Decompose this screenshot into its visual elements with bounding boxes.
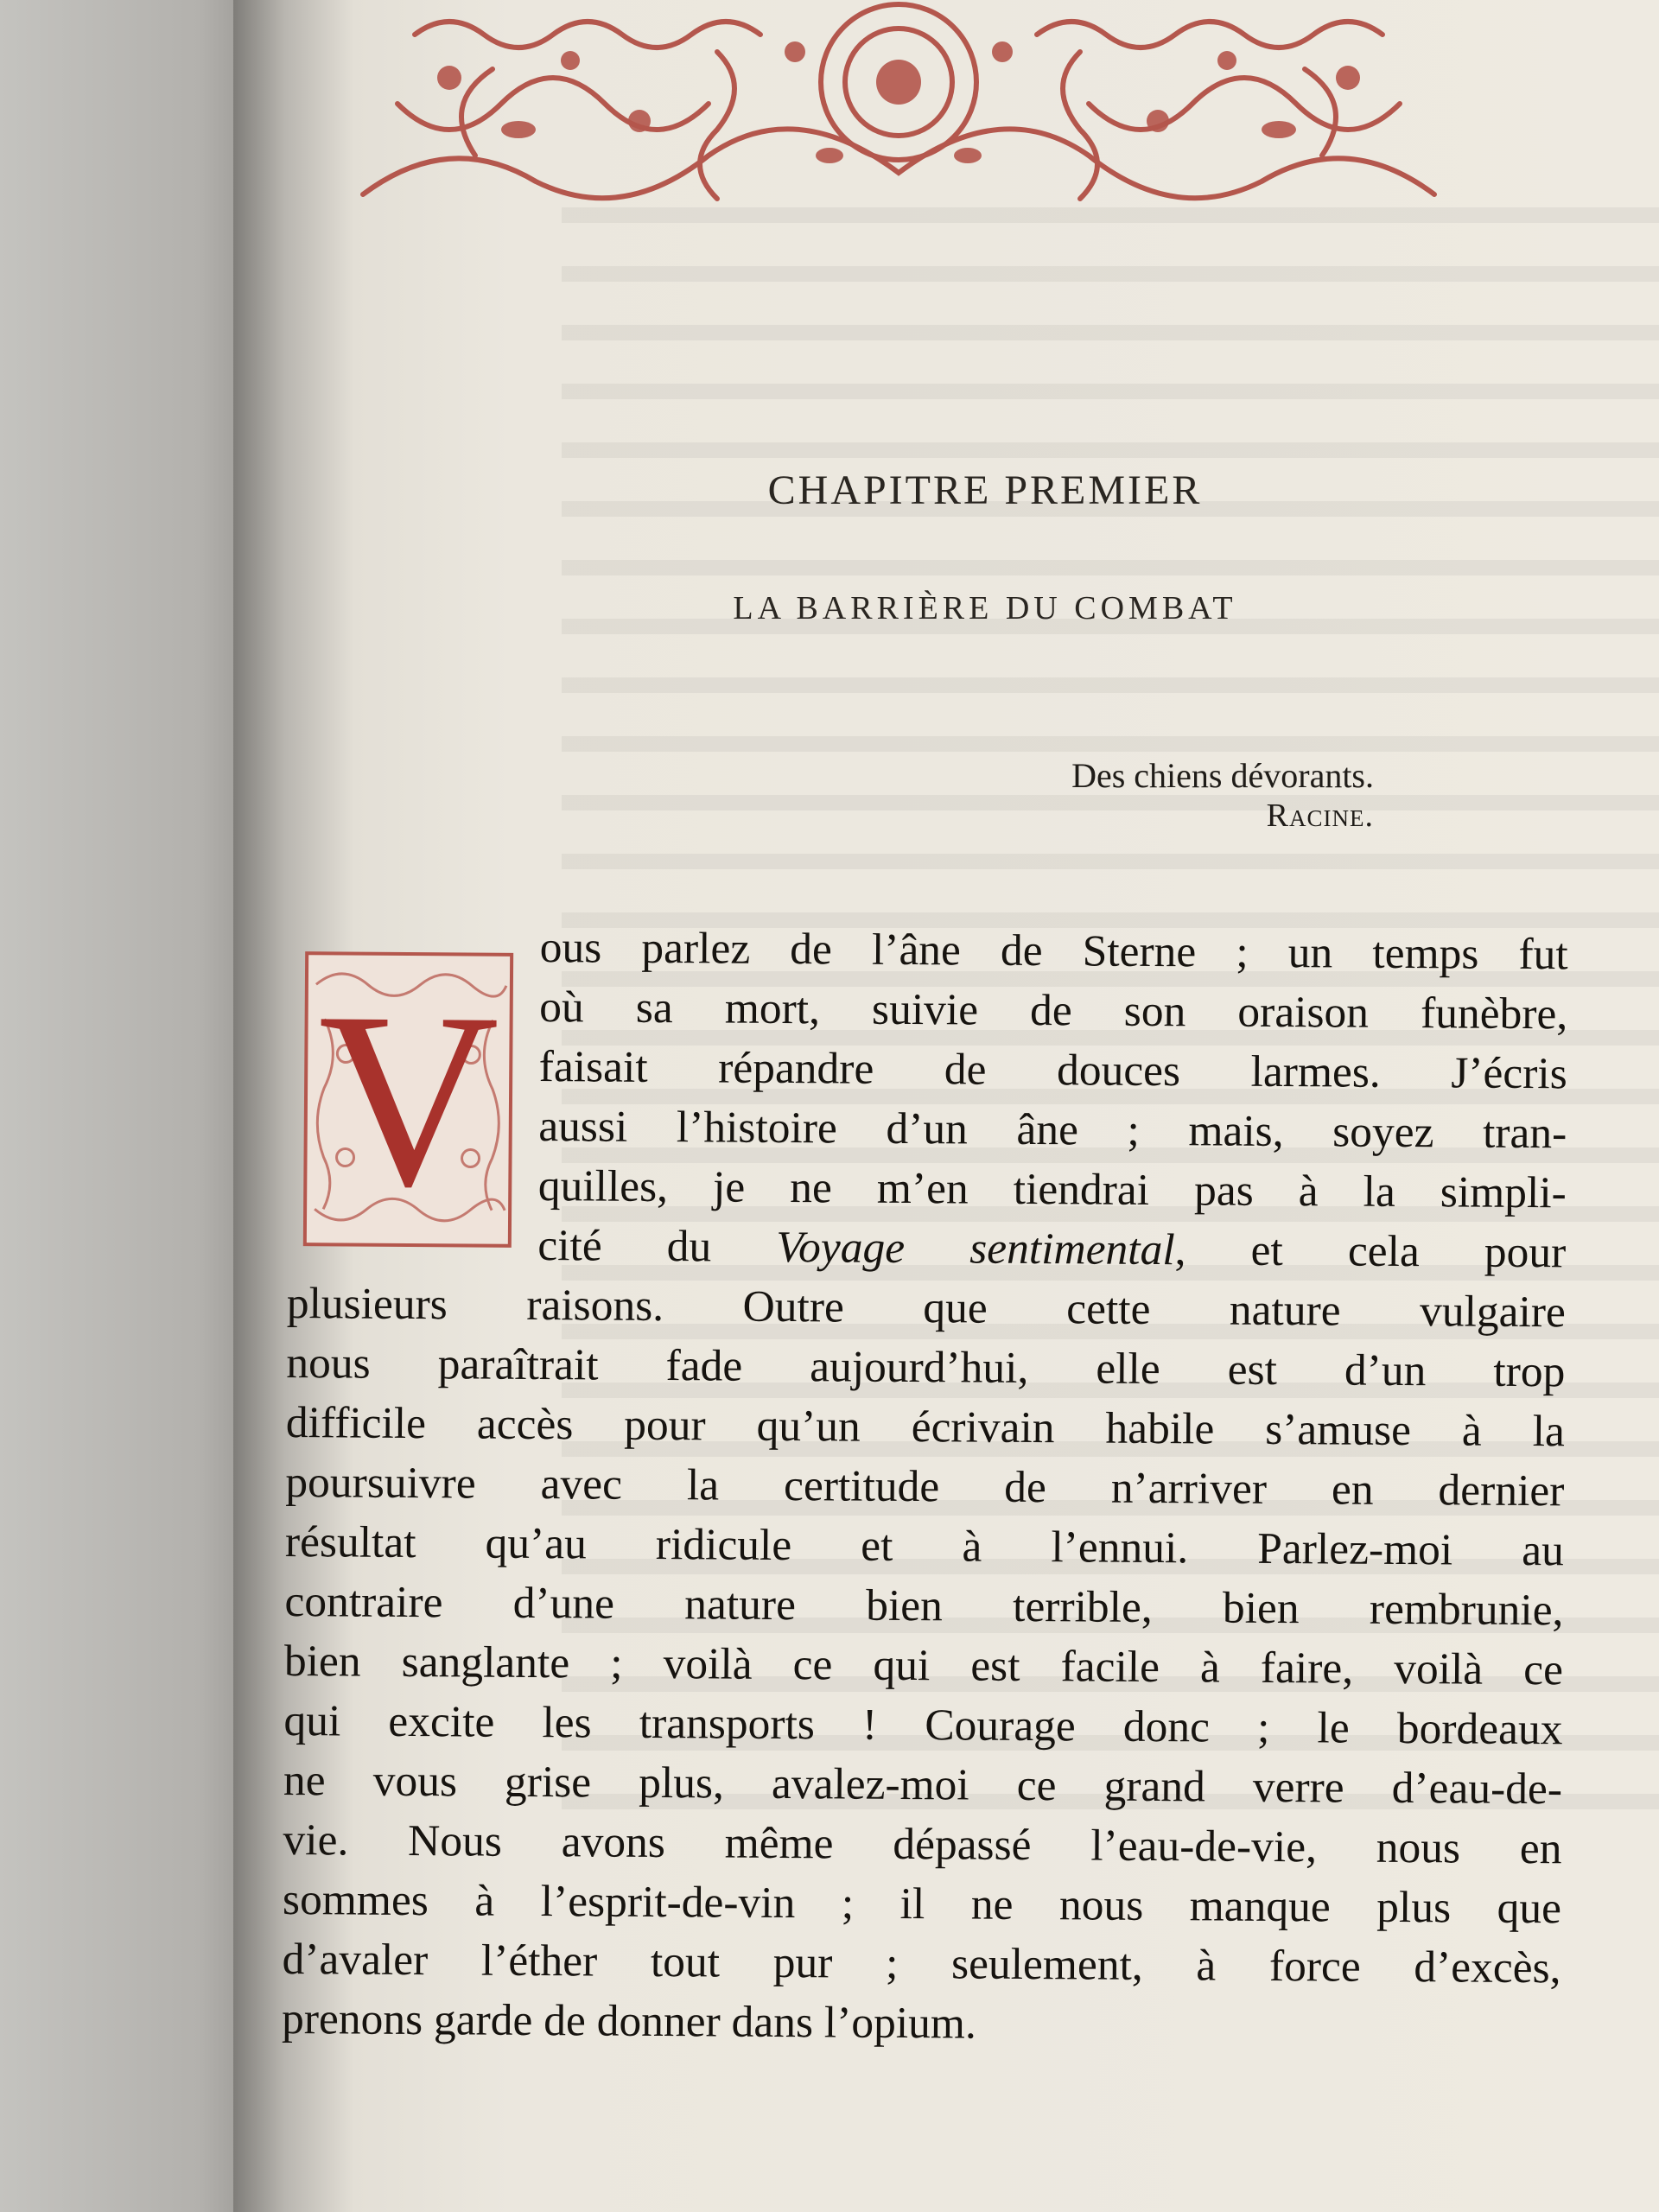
- body-line: contraire d’une nature bien terrible, bien rembrunie,: [284, 1576, 1564, 1636]
- body-text-fragment: , et cela pour: [1174, 1225, 1567, 1278]
- body-line: aussi l’histoire d’un âne ; mais, soyez tran-: [538, 1102, 1567, 1159]
- body-line: nous paraîtrait fade aujourd’hui, elle est d’un trop: [286, 1338, 1566, 1397]
- body-line: résultat qu’au ridicule et à l’ennui. Parlez-moi au: [284, 1516, 1565, 1576]
- epigraph-author: Racine.: [1266, 798, 1374, 834]
- body-line: prenons garde de donner dans l’opium.: [281, 1993, 977, 2049]
- body-line: quilles, je ne m’en tiendrai pas à la simpli-: [537, 1161, 1567, 1218]
- body-line: sommes à l’esprit-de-vin ; il ne nous manque plus que: [282, 1874, 1562, 1934]
- epigraph-quote: Des chiens dévorants.: [1071, 756, 1374, 795]
- body-line: ne vous grise plus, avalez-moi ce grand verre d’eau-de-: [283, 1755, 1563, 1815]
- body-line: [287, 1214, 1566, 1282]
- chapter-subtitle: LA BARRIÈRE DU COMBAT: [733, 590, 1237, 626]
- body-line: difficile accès pour qu’un écrivain habile s’amuse à la: [285, 1397, 1566, 1457]
- body-text-fragment: cité du: [537, 1221, 712, 1272]
- drop-cap-letter: V: [316, 959, 500, 1239]
- book-title-italic: Voyage sentimental: [776, 1222, 1175, 1275]
- body-line: poursuivre avec la certitude de n’arriver en dernier: [285, 1457, 1565, 1516]
- body-line: faisait répandre de douces larmes. J’écris: [538, 1042, 1567, 1099]
- body-line: plusieurs raisons. Outre que cette nature vulgaire: [286, 1278, 1567, 1338]
- body-line: d’avaler l’éther tout pur ; seulement, à force d’excès,: [282, 1934, 1561, 1993]
- body-line: ous parlez de l’âne de Sterne ; un temps fut: [539, 923, 1568, 980]
- body-line: vie. Nous avons même dépassé l’eau-de-vie, nous en: [283, 1815, 1562, 1874]
- body-line: où sa mort, suivie de son oraison funèbre,: [539, 982, 1568, 1039]
- body-line: qui excite les transports ! Courage donc ; le bordeaux: [283, 1695, 1563, 1755]
- body-text: [282, 916, 1568, 2057]
- body-line: bien sanglante ; voilà ce qui est facile à faire, voilà ce: [283, 1636, 1564, 1695]
- chapter-title: CHAPITRE PREMIER: [767, 467, 1203, 513]
- ornamental-headpiece: [346, 0, 1452, 216]
